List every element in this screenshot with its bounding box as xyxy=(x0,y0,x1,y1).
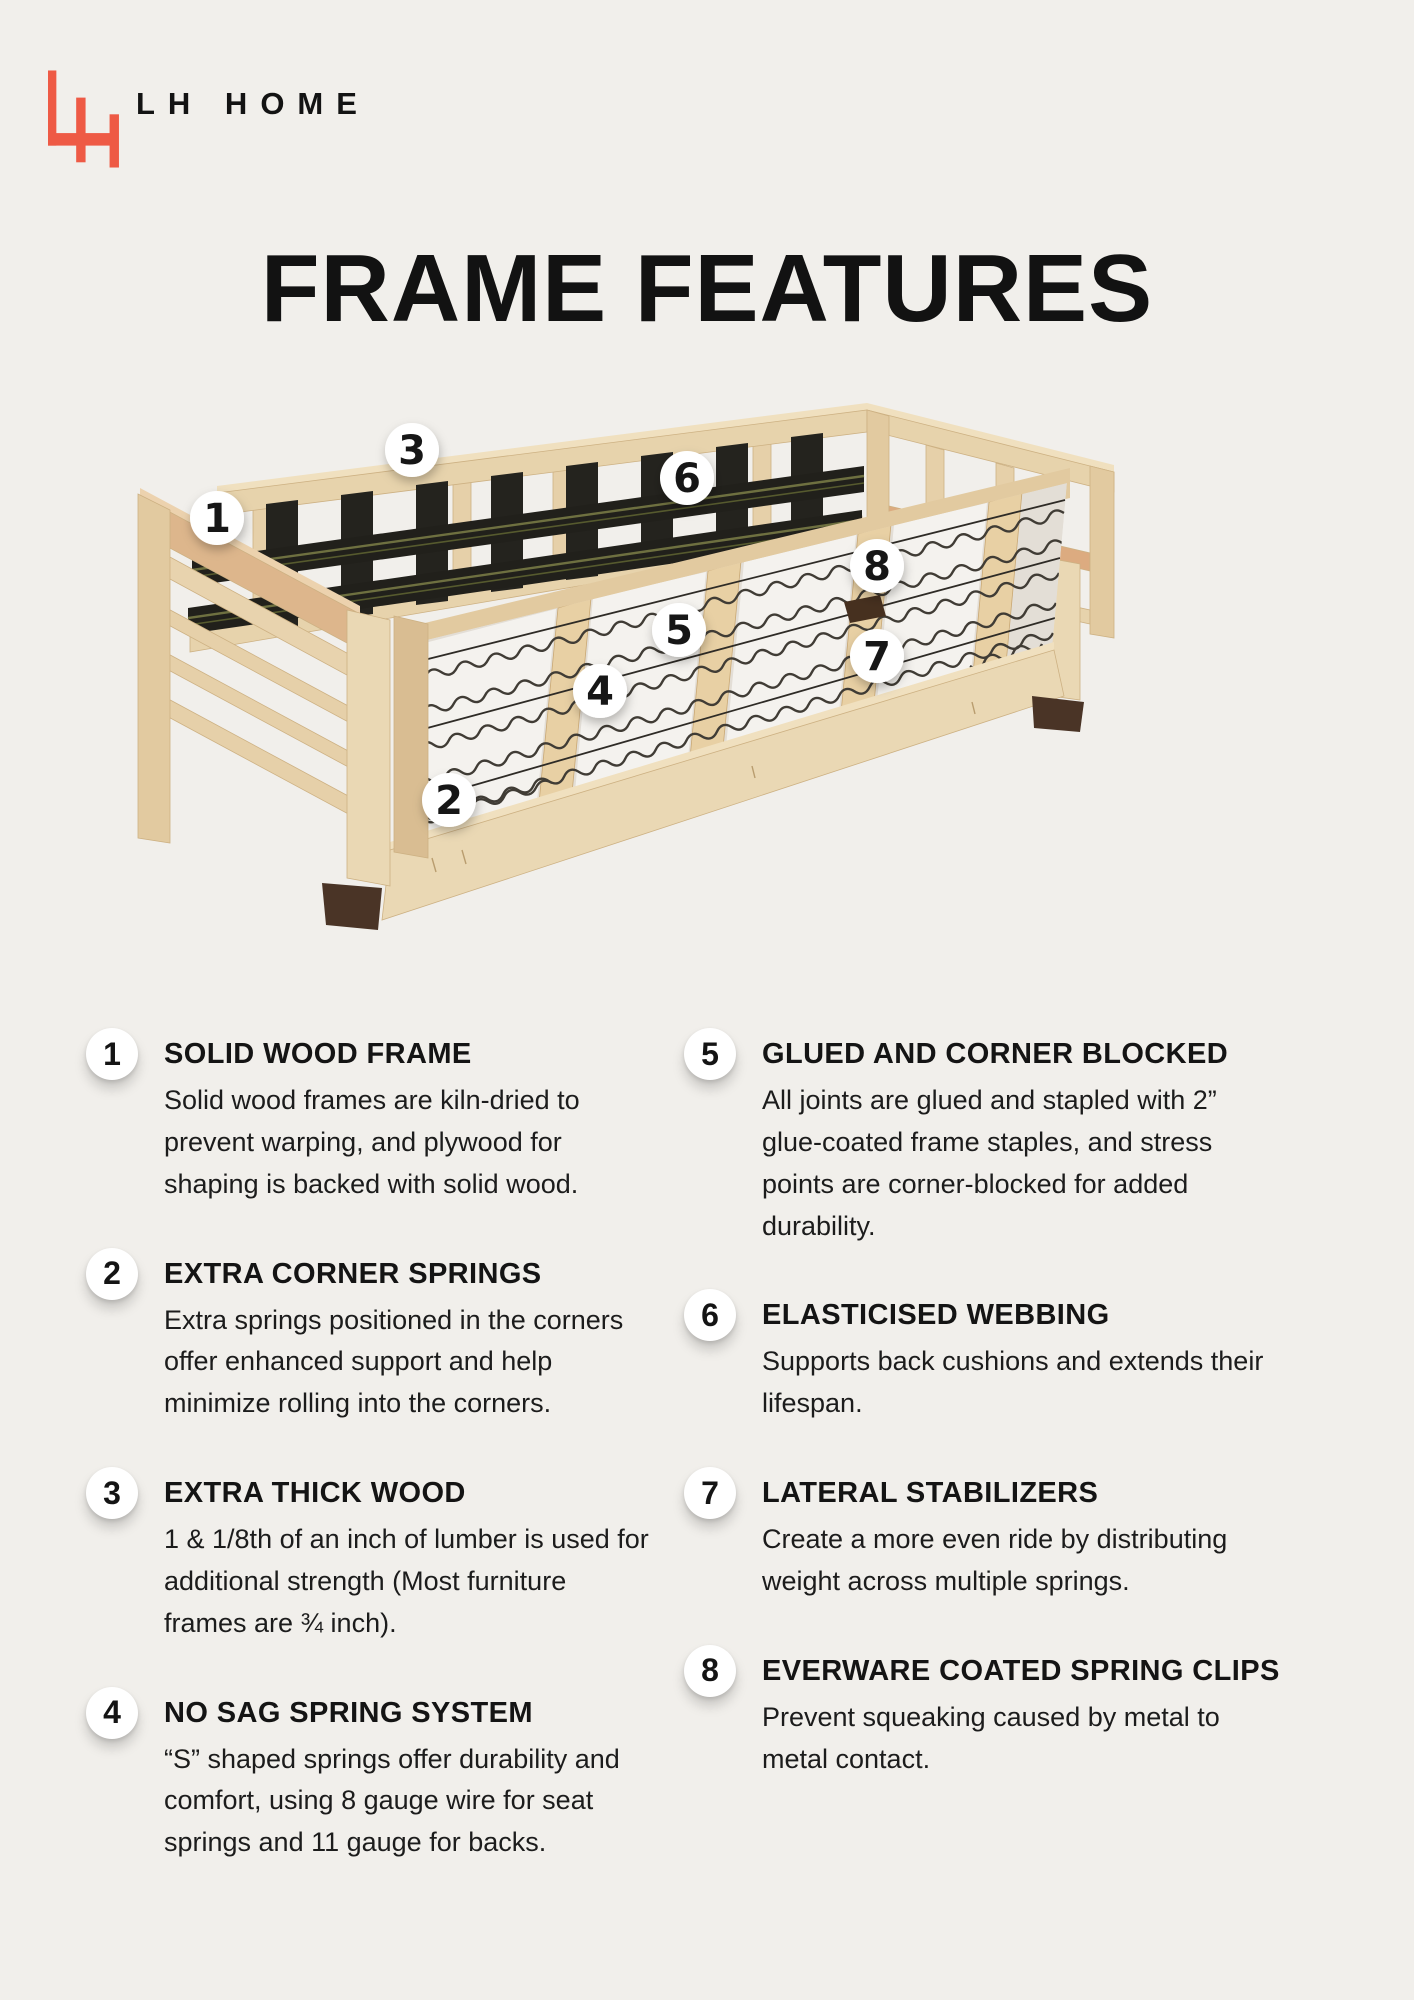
feature-description: Supports back cushions and extends their lifespan. xyxy=(762,1346,1264,1419)
feature-description: Solid wood frames are kiln-dried to prevent warping, and plywood for shaping is backed with solid wood. xyxy=(164,1085,580,1199)
lh-monogram-icon xyxy=(48,70,120,168)
feature-description: 1 & 1/8th of an inch of lumber is used for additional strength (Most furniture frames are ¾ inch). xyxy=(164,1524,649,1638)
callout-1 xyxy=(190,491,244,545)
feature-item-2 xyxy=(86,1248,656,1426)
feature-title: SOLID WOOD FRAME xyxy=(164,1038,472,1070)
svg-text:2: 2 xyxy=(435,778,463,824)
feature-description: All joints are glued and stapled with 2” glue-coated frame staples, and stress points are corner-blocked for added durability. xyxy=(762,1085,1217,1241)
callout-4 xyxy=(573,664,627,718)
feature-number-badge: 6 xyxy=(684,1289,736,1341)
feature-number-badge: 8 xyxy=(684,1645,736,1697)
svg-text:4: 4 xyxy=(586,669,614,715)
sofa-frame-figure xyxy=(132,298,1282,998)
feature-item-6 xyxy=(684,1289,1324,1425)
svg-text:1: 1 xyxy=(203,496,231,542)
feature-title: EXTRA CORNER SPRINGS xyxy=(164,1257,542,1290)
feature-number-badge: 2 xyxy=(86,1248,138,1300)
features-column-right xyxy=(684,1028,1324,1822)
feature-item-4 xyxy=(86,1687,656,1865)
feature-item-5 xyxy=(684,1028,1324,1247)
callout-2 xyxy=(422,773,476,827)
brand-name: LH HOME xyxy=(136,86,370,121)
callout-3 xyxy=(385,423,439,477)
feature-description: Prevent squeaking caused by metal to metal contact. xyxy=(762,1701,1220,1774)
feature-item-3 xyxy=(86,1467,656,1645)
feature-description: Extra springs positioned in the corners offer enhanced support and help minimize rolling into the corners. xyxy=(164,1304,624,1419)
feature-description: “S” shaped springs offer durability and comfort, using 8 gauge wire for seat springs and 11 gauge for backs. xyxy=(164,1743,620,1858)
page-title: FRAME FEATURES xyxy=(260,235,1154,342)
feature-title: EVERWARE COATED SPRING CLIPS xyxy=(762,1654,1280,1687)
svg-text:3: 3 xyxy=(398,428,426,474)
feature-number-badge: 4 xyxy=(86,1687,138,1739)
feature-title: ELASTICISED WEBBING xyxy=(762,1299,1110,1332)
callout-8 xyxy=(850,539,904,593)
svg-text:8: 8 xyxy=(863,544,891,590)
feature-item-7 xyxy=(684,1467,1324,1603)
svg-text:5: 5 xyxy=(665,608,693,654)
callout-7 xyxy=(850,629,904,683)
feature-number-badge: 1 xyxy=(86,1028,138,1080)
callout-6 xyxy=(660,451,714,505)
feature-number-badge: 7 xyxy=(684,1467,736,1519)
feature-title: LATERAL STABILIZERS xyxy=(762,1477,1099,1510)
svg-text:6: 6 xyxy=(673,456,701,502)
feature-title: NO SAG SPRING SYSTEM xyxy=(164,1696,533,1729)
feature-number-badge: 3 xyxy=(86,1467,138,1519)
callout-5 xyxy=(652,603,706,657)
feature-number-badge: 5 xyxy=(684,1028,736,1080)
feature-description: Create a more even ride by distributing weight across multiple springs. xyxy=(762,1524,1228,1596)
feature-item-1 xyxy=(86,1028,656,1206)
features-column-left xyxy=(86,1028,656,1906)
svg-text:7: 7 xyxy=(863,634,891,680)
feature-item-8 xyxy=(684,1645,1324,1781)
feature-title: GLUED AND CORNER BLOCKED xyxy=(762,1038,1229,1070)
feature-title: EXTRA THICK WOOD xyxy=(164,1477,466,1510)
